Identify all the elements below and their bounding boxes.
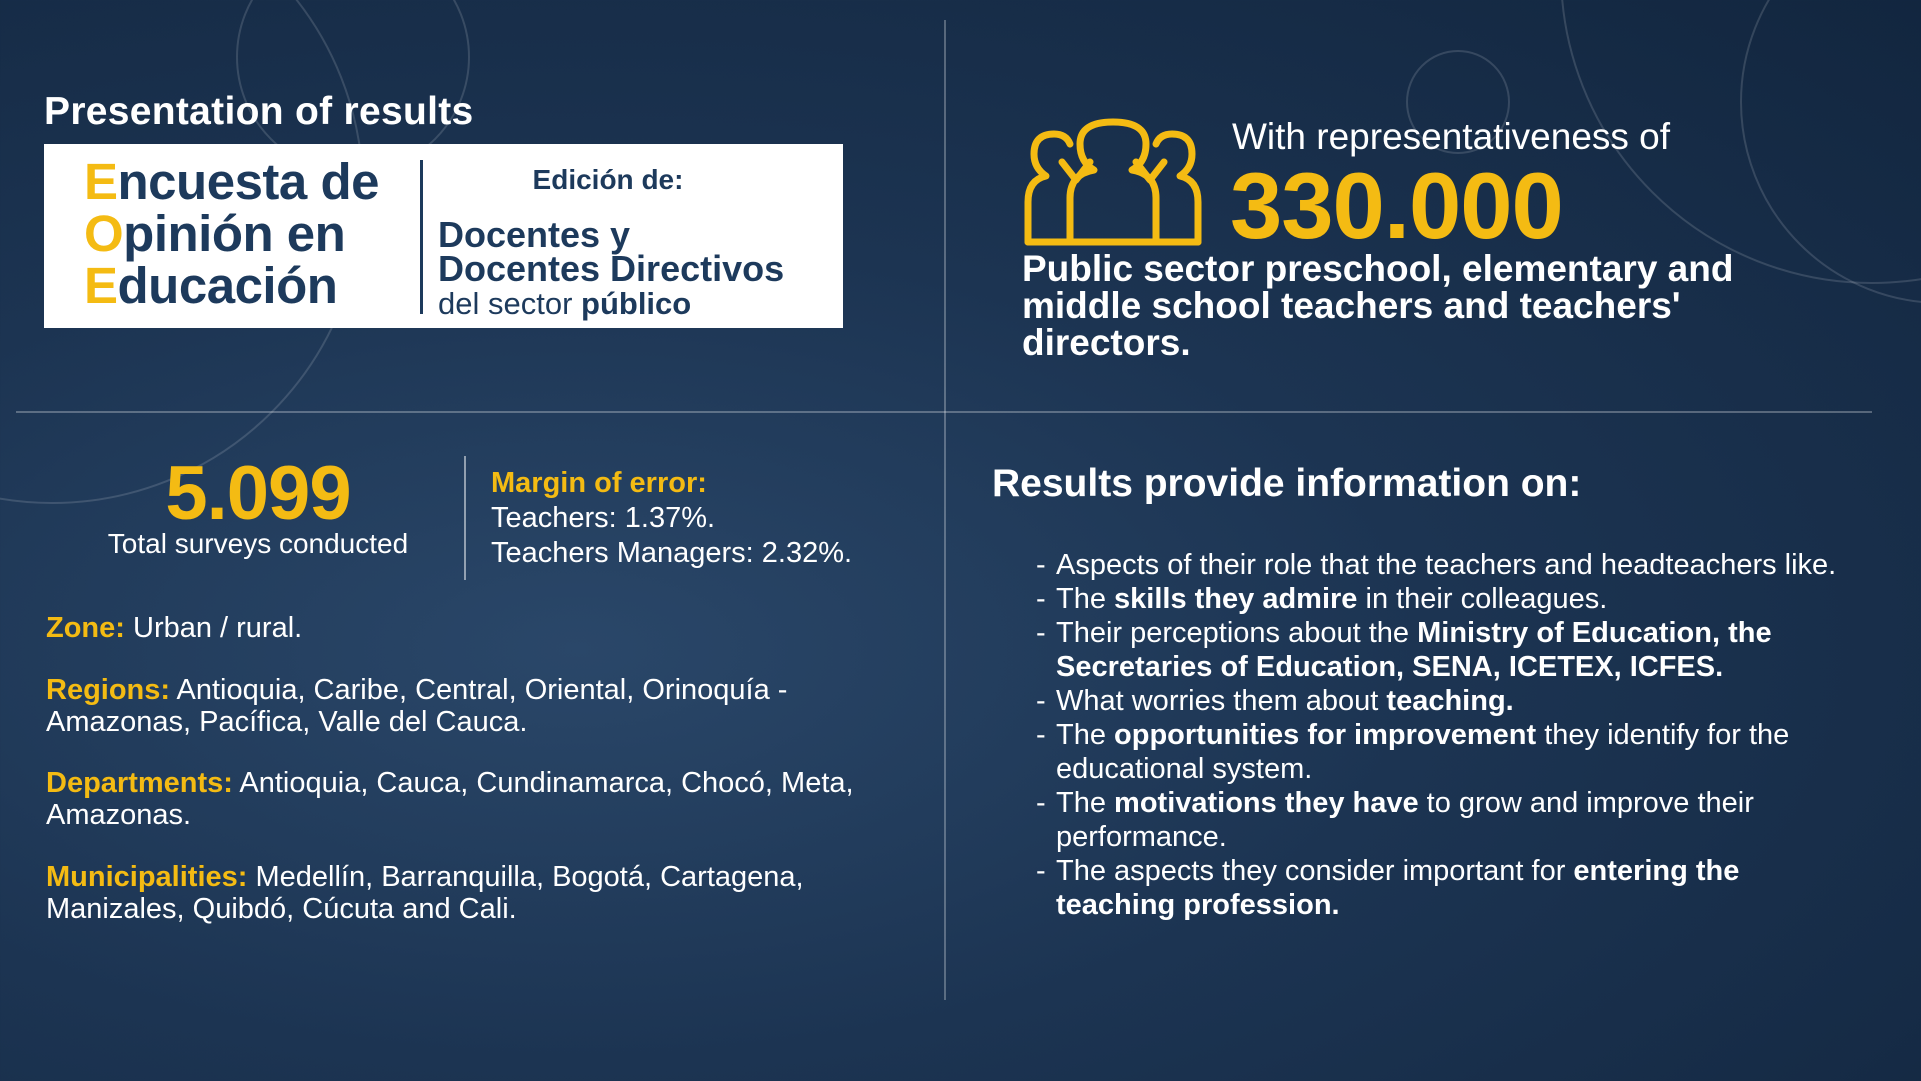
list-item: - The opportunities for improvement they identify for the educational system. — [1036, 719, 1790, 785]
logo-wordmark — [84, 153, 444, 314]
total-surveys-label: Total surveys conducted — [107, 528, 409, 559]
logo-edition — [438, 164, 838, 322]
representativeness-description: Public sector preschool, elementary and middle school teachers and teachers' directors. — [1022, 248, 1734, 363]
horizontal-divider — [16, 411, 1872, 413]
list-item: - Their perceptions about the Ministry of Education, the Secretaries of Education, SENA, ICETEX, ICFES. — [1036, 617, 1772, 683]
representativeness-number: 330.000 — [1230, 153, 1563, 258]
sector-label: del sector público — [438, 286, 692, 321]
logo-line-2: Opinión en — [84, 205, 346, 262]
margin-teachers: Teachers: 1.37%. — [491, 502, 716, 534]
margin-of-error — [491, 466, 852, 571]
regions-info: Regions: Antioquia, Caribe, Central, Oriental, Orinoquía - Amazonas, Pacífica, Valle del Cauca. — [46, 674, 788, 738]
list-item: - The motivations they have to grow and improve their performance. — [1036, 787, 1754, 853]
edition-label: Edición de: — [532, 164, 684, 195]
logo-line-3: Educación — [84, 257, 338, 314]
people-group-icon — [1024, 118, 1202, 246]
presentation-title: Presentation of results — [44, 90, 474, 133]
vertical-divider — [944, 20, 946, 1000]
survey-logo — [44, 144, 843, 328]
zone-info: Zone: Urban / rural. — [46, 612, 303, 644]
list-item: - Aspects of their role that the teachers and headteachers like. — [1036, 549, 1837, 581]
municipalities-info: Municipalities: Medellín, Barranquilla, Bogotá, Cartagena, Manizales, Quibdó, Cúcuta and Cali. — [46, 861, 804, 925]
stats-separator — [464, 456, 466, 580]
logo-separator — [420, 160, 423, 314]
results-list — [1036, 548, 1856, 922]
logo-line-1: Encuesta de — [84, 153, 379, 210]
list-item: - What worries them about teaching. — [1036, 685, 1514, 717]
total-surveys-number: 5.099 — [165, 451, 351, 536]
list-item: - The aspects they consider important for entering the teaching profession. — [1036, 855, 1740, 921]
representativeness-label: With representativeness of — [1232, 116, 1671, 157]
audience-title: Docentes y Docentes Directivos — [438, 214, 785, 289]
margin-managers: Teachers Managers: 2.32%. — [491, 537, 853, 569]
margin-title: Margin of error: — [491, 467, 707, 499]
list-item: - The skills they admire in their colleagues. — [1036, 583, 1608, 615]
results-title: Results provide information on: — [992, 462, 1582, 505]
departments-info: Departments: Antioquia, Cauca, Cundinamarca, Chocó, Meta, Amazonas. — [46, 767, 854, 831]
